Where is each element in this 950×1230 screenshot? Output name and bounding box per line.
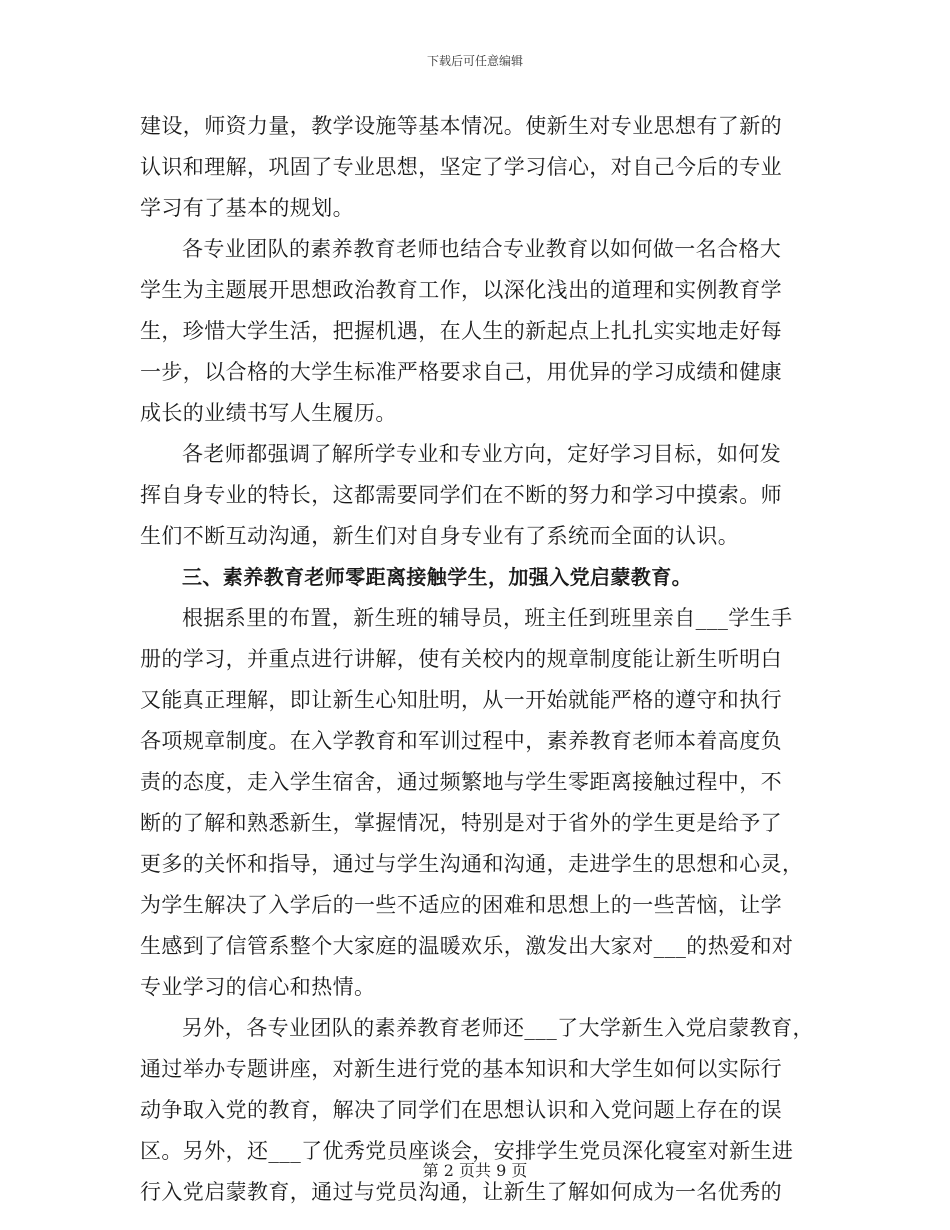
- text-line: 挥自身专业的特长，这都需要同学们在不断的努力和学习中摸索。师: [140, 483, 782, 507]
- text-line: 另外，各专业团队的素养教育老师还___了大学新生入党启蒙教育，: [182, 1016, 814, 1040]
- text-line: 认识和理解，巩固了专业思想，坚定了学习信心，对自己今后的专业: [140, 155, 782, 179]
- text-line: 通过举办专题讲座，对新生进行党的基本知识和大学生如何以实际行: [140, 1057, 782, 1081]
- text-line: 学生为主题展开思想政治教育工作，以深化浅出的道理和实例教育学: [140, 278, 782, 302]
- text-line: 建设，师资力量，教学设施等基本情况。使新生对专业思想有了新的: [140, 114, 782, 138]
- document-body: [140, 106, 812, 1213]
- text-line: 断的了解和熟悉新生，掌握情况，特别是对于省外的学生更是给予了: [140, 811, 782, 835]
- text-line: 生感到了信管系整个大家庭的温暖欢乐，激发出大家对___的热爱和对: [140, 934, 794, 958]
- text-line: 生们不断互动沟通，新生们对自身专业有了系统而全面的认识。: [140, 524, 740, 548]
- text-line: 责的态度，走入学生宿舍，通过频繁地与学生零距离接触过程中，不: [140, 770, 782, 794]
- text-line: 生，珍惜大学生活，把握机遇，在人生的新起点上扎扎实实地走好每: [140, 319, 782, 343]
- text-line: 各老师都强调了解所学专业和专业方向，定好学习目标，如何发: [182, 442, 782, 466]
- text-line: 区。另外，还___了优秀党员座谈会，安排学生党员深化寝室对新生进: [140, 1139, 794, 1163]
- text-line: 动争取入党的教育，解决了同学们在思想认识和入党问题上存在的误: [140, 1098, 782, 1122]
- page-footer: 第 2 页共 9 页: [422, 1161, 528, 1180]
- text-line: 一步，以合格的大学生标准严格要求自己，用优异的学习成绩和健康: [140, 360, 782, 384]
- text-line: 为学生解决了入学后的一些不适应的困难和思想上的一些苦恼，让学: [140, 893, 782, 917]
- text-line: 更多的关怀和指导，通过与学生沟通和沟通，走进学生的思想和心灵，: [140, 852, 804, 876]
- text-line: 册的学习，并重点进行讲解，使有关校内的规章制度能让新生听明白: [140, 647, 782, 671]
- text-line: 各项规章制度。在入学教育和军训过程中，素养教育老师本着高度负: [140, 729, 782, 753]
- text-line: 专业学习的信心和热情。: [140, 975, 376, 999]
- text-line: 行入党启蒙教育，通过与党员沟通，让新生了解如何成为一名优秀的: [140, 1180, 782, 1204]
- text-line: 根据系里的布置，新生班的辅导员，班主任到班里亲自___学生手: [182, 606, 793, 630]
- page-header: 下载后可任意编辑: [426, 54, 523, 68]
- text-line: 又能真正理解，即让新生心知肚明，从一开始就能严格的遵守和执行: [140, 688, 782, 712]
- text-line: 各专业团队的素养教育老师也结合专业教育以如何做一名合格大: [182, 237, 782, 261]
- text-line: 成长的业绩书写人生履历。: [140, 401, 397, 425]
- section-heading: 三、素养教育老师零距离接触学生，加强入党启蒙教育。: [182, 565, 692, 589]
- text-line: 学习有了基本的规划。: [140, 196, 354, 220]
